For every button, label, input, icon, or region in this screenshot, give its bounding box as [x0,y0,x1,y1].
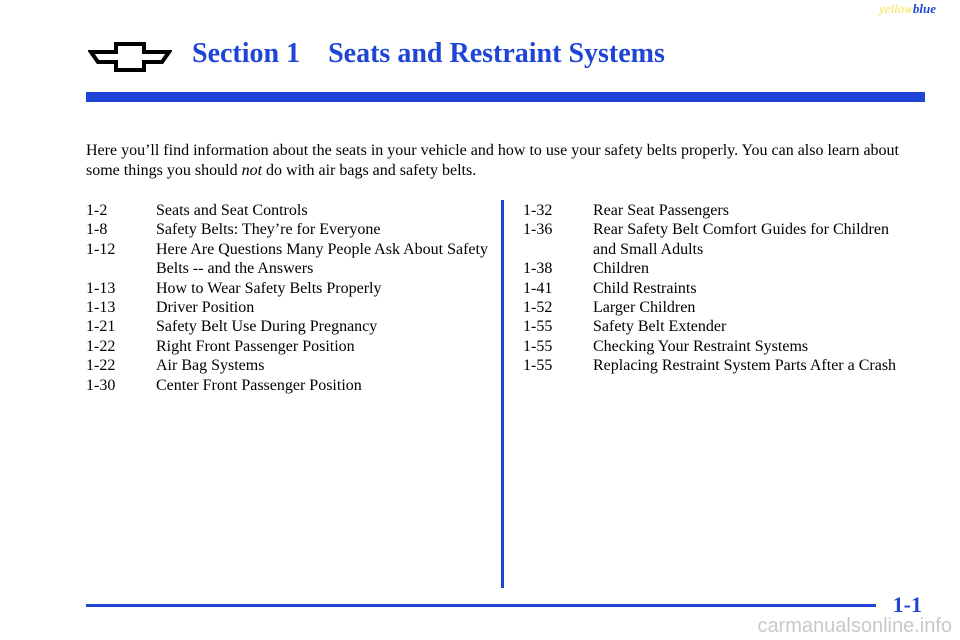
toc-entry[interactable]: 1-55 Replacing Restraint System Parts After a Crash [523,357,897,375]
toc-entry[interactable]: 1-13 How to Wear Safety Belts Properly [86,279,382,297]
toc-left-column [86,201,491,395]
page-title [192,38,665,70]
toc-entry[interactable]: 1-36 Rear Safety Belt Comfort Guides for Children and Small Adults [523,221,889,258]
toc-entry[interactable]: 1-13 Driver Position [86,299,255,317]
chevrolet-bowtie-icon [88,40,172,74]
page-number: 1-1 [892,592,922,617]
intro-emphasis: not [241,162,263,179]
toc-entry[interactable]: 1-55 Safety Belt Extender [523,318,727,336]
toc-entry[interactable]: 1-32 Rear Seat Passengers [523,202,729,219]
watermark: carmanualsonline.info [757,615,952,637]
toc-entry[interactable]: 1-38 Children [523,260,649,278]
section-title: Seats and Restraint Systems [328,38,665,69]
toc-entry[interactable]: 1-21 Safety Belt Use During Pregnancy [86,318,378,336]
toc-right-column [523,201,913,376]
footer-rule [86,604,876,607]
toc-entry[interactable]: 1-22 Right Front Passenger Position [86,337,355,355]
toc-entry[interactable]: 1-55 Checking Your Restraint Systems [523,337,809,355]
toc-entry[interactable]: 1-41 Child Restraints [523,279,697,297]
toc-entry[interactable]: 1-12 Here Are Questions Many People Ask About Safety Belts -- and the Answers [86,240,488,278]
column-divider [501,200,504,588]
toc-entry[interactable]: 1-22 Air Bag Systems [86,357,265,375]
toc-entry[interactable]: 1-2 Seats and Seat Controls [86,202,308,219]
intro-paragraph: Here you’ll find information about the seats in your vehicle and how to use your safety belts properly. You can also learn about some things you should not do with air bags and safety belts. [86,142,899,179]
toc-entry[interactable]: 1-52 Larger Children [523,299,696,317]
toc-entry[interactable]: 1-30 Center Front Passenger Position [86,376,362,394]
header-rule [86,92,925,102]
edition-tag: yellowblue [878,1,936,16]
toc-entry[interactable]: 1-8 Safety Belts: They’re for Everyone [86,221,381,239]
section-label: Section 1 [192,38,301,69]
